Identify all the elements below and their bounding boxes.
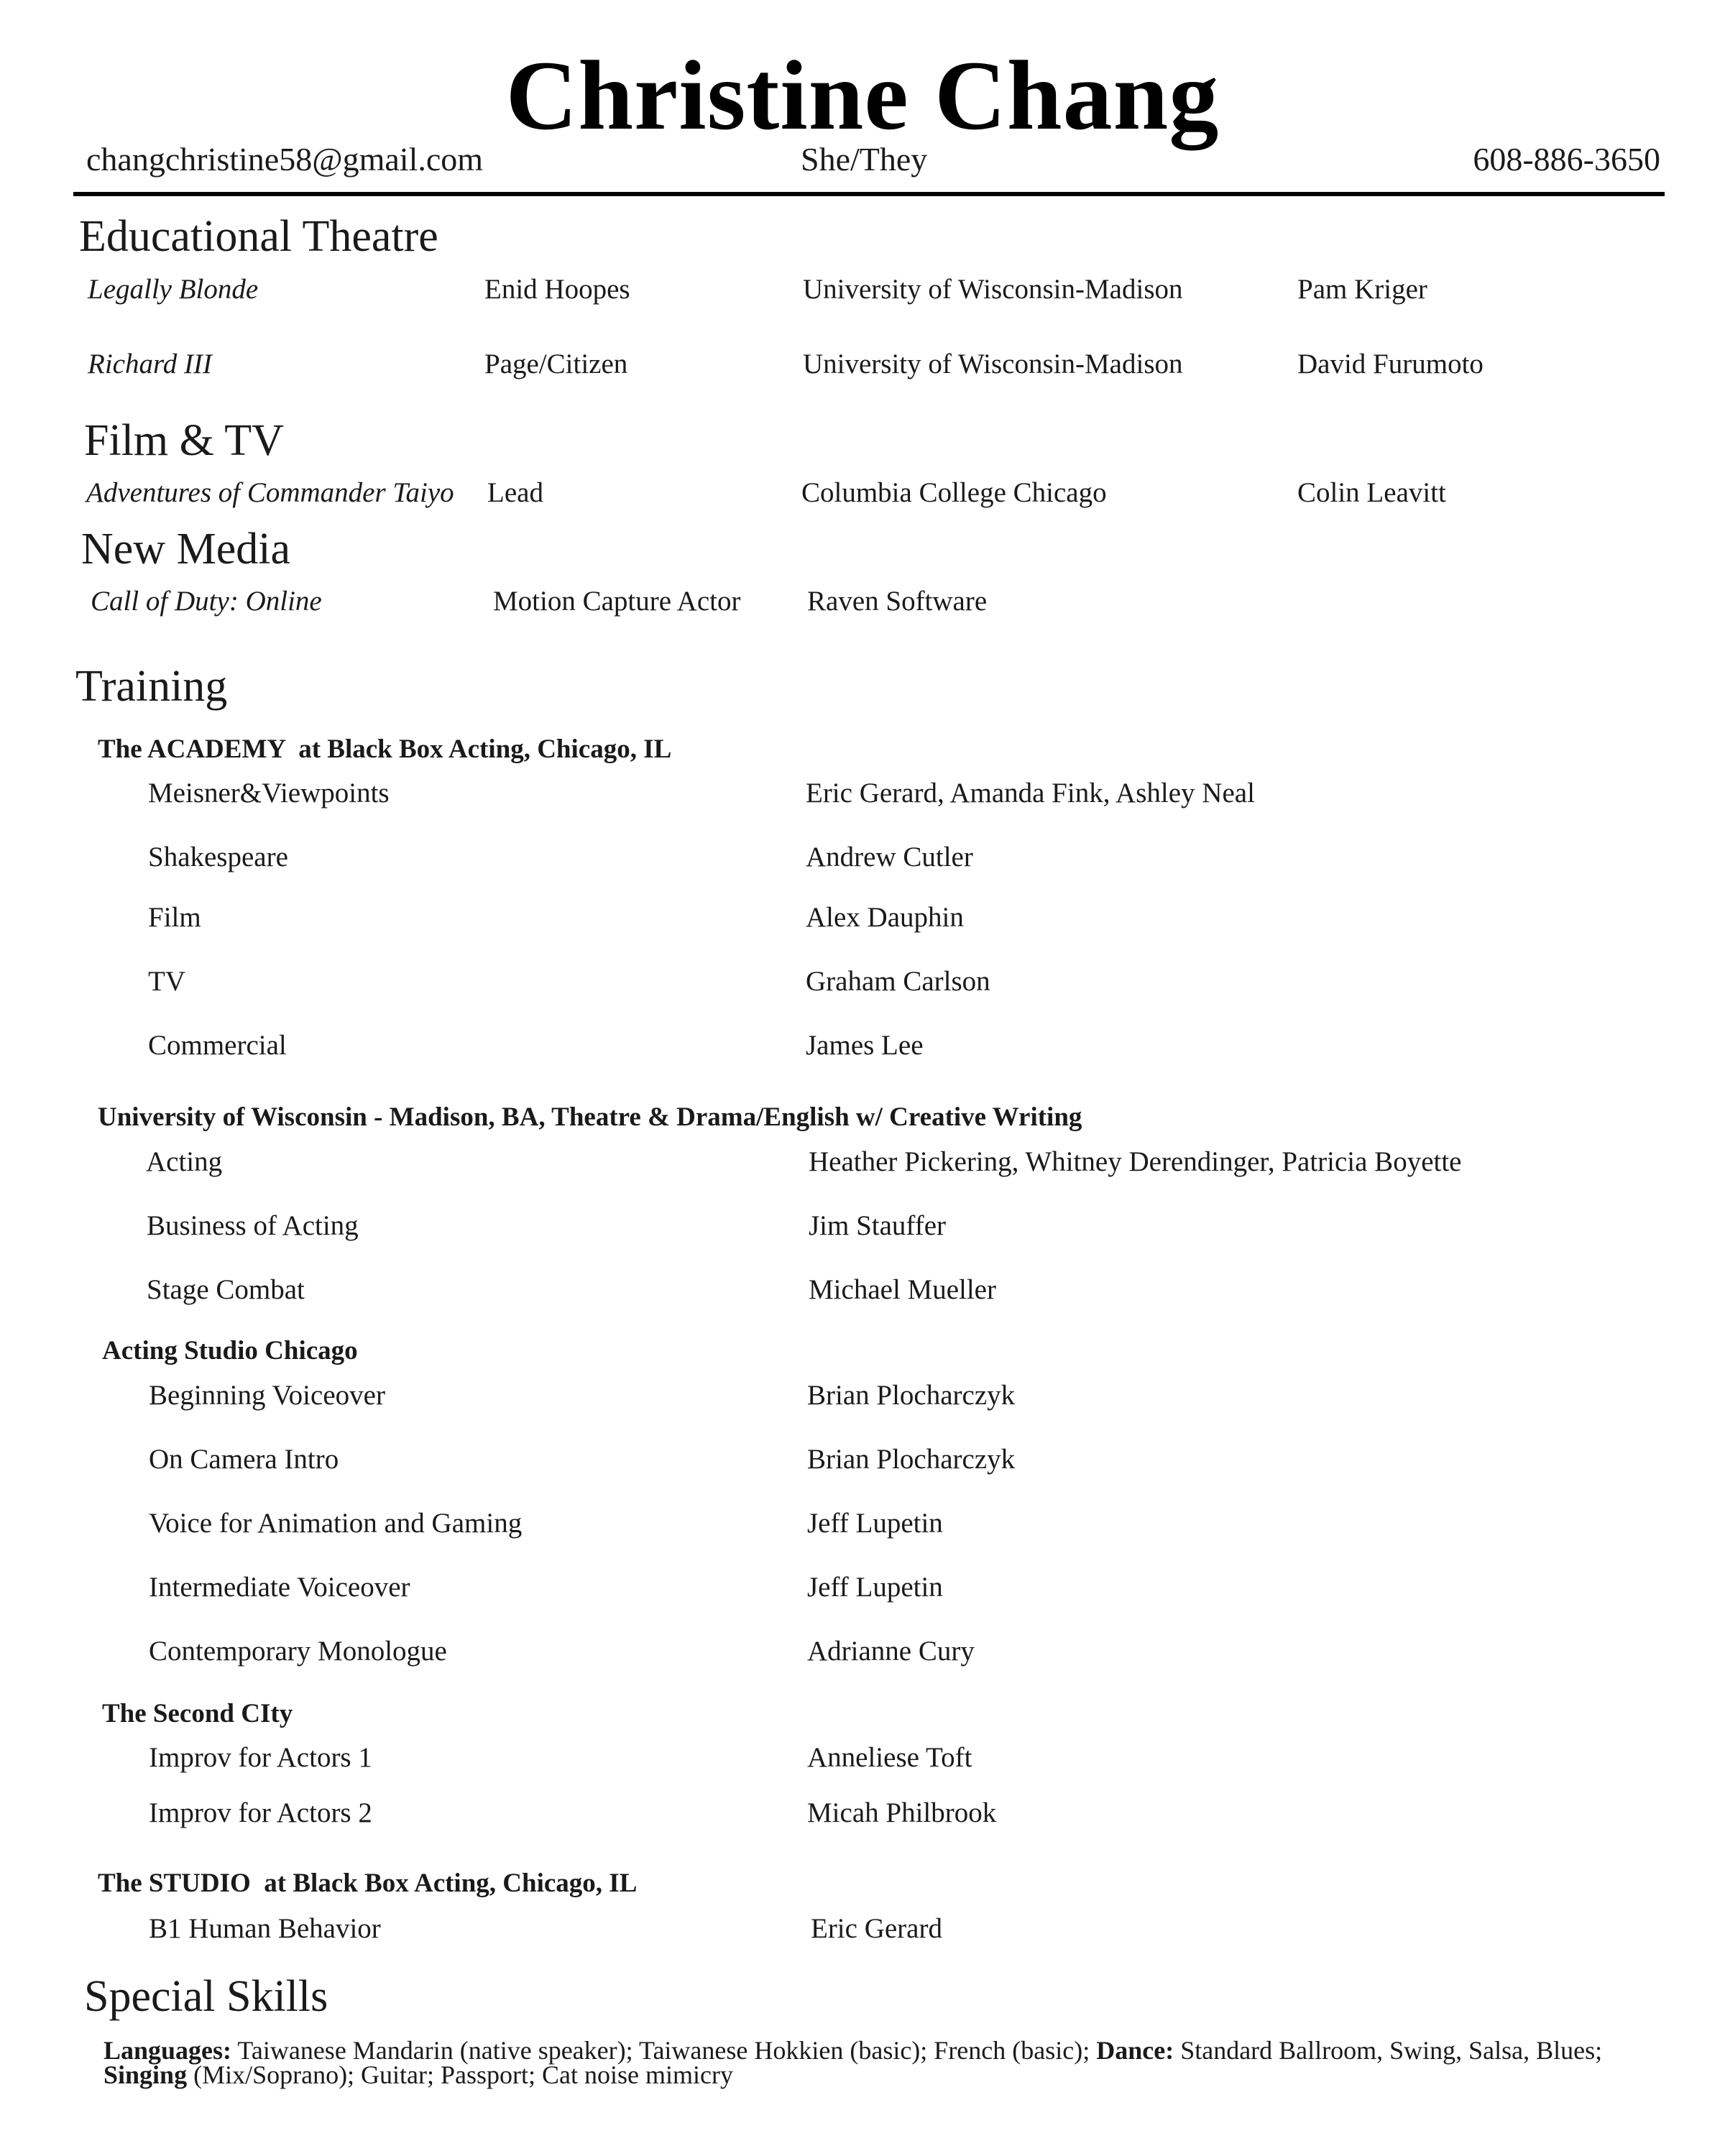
training-course: Voice for Animation and Gaming bbox=[149, 1508, 523, 1539]
training-course: Acting bbox=[146, 1146, 223, 1177]
credit-company: University of Wisconsin-Madison bbox=[803, 349, 1183, 379]
training-course: Business of Acting bbox=[147, 1210, 359, 1241]
training-teacher: Andrew Cutler bbox=[806, 842, 973, 872]
training-teacher: Michael Mueller bbox=[809, 1274, 996, 1305]
training-teacher: Jeff Lupetin bbox=[807, 1572, 943, 1603]
languages-text: Taiwanese Mandarin (native speaker); Taiwanese Hokkien (basic); French (basic); bbox=[237, 2036, 1090, 2065]
credit-company: Raven Software bbox=[807, 586, 988, 617]
singing-text: (Mix/Soprano); Guitar; Passport; Cat noise mimicry bbox=[193, 2060, 733, 2089]
contact-phone: 608-886-3650 bbox=[1473, 141, 1660, 178]
section-title-training: Training bbox=[75, 662, 228, 711]
training-course: Beginning Voiceover bbox=[149, 1380, 385, 1411]
training-course: Meisner&Viewpoints bbox=[148, 778, 390, 808]
training-teacher: Jim Stauffer bbox=[809, 1210, 947, 1241]
training-teacher: Eric Gerard, Amanda Fink, Ashley Neal bbox=[806, 778, 1255, 808]
training-course: Contemporary Monologue bbox=[149, 1636, 447, 1667]
header-divider bbox=[73, 192, 1665, 196]
training-org: The STUDIO at Black Box Acting, Chicago, IL bbox=[98, 1869, 638, 1898]
credit-role: Motion Capture Actor bbox=[493, 586, 741, 617]
section-title-educational-theatre: Educational Theatre bbox=[79, 212, 438, 261]
singing-label: Singing bbox=[104, 2060, 188, 2089]
training-teacher: Alex Dauphin bbox=[806, 902, 964, 933]
section-title-new-media: New Media bbox=[81, 525, 290, 573]
training-course: Stage Combat bbox=[147, 1274, 305, 1305]
training-teacher: Graham Carlson bbox=[806, 966, 990, 997]
credit-company: Columbia College Chicago bbox=[801, 477, 1107, 508]
dance-text: Standard Ballroom, Swing, Salsa, Blues; bbox=[1180, 2036, 1603, 2065]
credit-production: Adventures of Commander Taiyo bbox=[86, 477, 454, 508]
credit-director: David Furumoto bbox=[1297, 349, 1484, 379]
training-course: Improv for Actors 2 bbox=[149, 1797, 372, 1828]
training-teacher: Jeff Lupetin bbox=[807, 1508, 943, 1539]
training-course: On Camera Intro bbox=[149, 1444, 339, 1475]
dance-label: Dance: bbox=[1096, 2036, 1174, 2065]
training-course: B1 Human Behavior bbox=[149, 1913, 381, 1944]
training-course: Film bbox=[148, 902, 201, 933]
section-title-special-skills: Special Skills bbox=[84, 1972, 328, 2021]
training-teacher: Heather Pickering, Whitney Derendinger, Patricia Boyette bbox=[809, 1146, 1462, 1177]
training-course: Shakespeare bbox=[148, 842, 288, 872]
contact-pronouns: She/They bbox=[801, 141, 928, 178]
training-course: Commercial bbox=[148, 1030, 287, 1061]
credit-production: Call of Duty: Online bbox=[91, 586, 322, 617]
training-teacher: Anneliese Toft bbox=[807, 1742, 972, 1773]
credit-role: Page/Citizen bbox=[484, 349, 628, 379]
credit-production: Richard III bbox=[88, 349, 212, 379]
credit-company: University of Wisconsin-Madison bbox=[803, 274, 1183, 305]
training-course: Improv for Actors 1 bbox=[149, 1742, 372, 1773]
training-course: Intermediate Voiceover bbox=[149, 1572, 410, 1603]
training-teacher: Micah Philbrook bbox=[807, 1797, 997, 1828]
resume-name: Christine Chang bbox=[505, 40, 1220, 150]
credit-production: Legally Blonde bbox=[88, 274, 259, 305]
training-org: Acting Studio Chicago bbox=[102, 1336, 358, 1365]
credit-director: Pam Kriger bbox=[1297, 274, 1427, 305]
special-skills-text bbox=[104, 2038, 1663, 2087]
training-org: The Second CIty bbox=[102, 1699, 293, 1728]
training-teacher: Brian Plocharczyk bbox=[807, 1380, 1016, 1411]
contact-email: changchristine58@gmail.com bbox=[86, 141, 484, 178]
credit-role: Lead bbox=[487, 477, 543, 508]
languages-label: Languages: bbox=[104, 2036, 232, 2065]
credit-director: Colin Leavitt bbox=[1297, 477, 1446, 508]
training-teacher: Adrianne Cury bbox=[807, 1636, 975, 1667]
section-title-film-tv: Film & TV bbox=[84, 416, 284, 465]
training-teacher: James Lee bbox=[806, 1030, 924, 1061]
training-teacher: Brian Plocharczyk bbox=[807, 1444, 1016, 1475]
credit-role: Enid Hoopes bbox=[484, 274, 630, 305]
training-org: The ACADEMY at Black Box Acting, Chicago, IL bbox=[98, 734, 672, 764]
training-org: University of Wisconsin - Madison, BA, Theatre & Drama/English w/ Creative Writing bbox=[98, 1102, 1082, 1132]
training-course: TV bbox=[148, 966, 185, 997]
training-teacher: Eric Gerard bbox=[811, 1913, 942, 1944]
